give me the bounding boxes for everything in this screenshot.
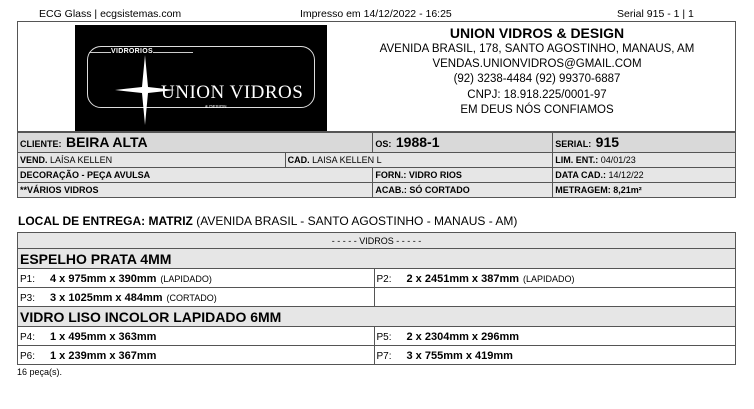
items-table — [17, 232, 736, 365]
client-cell: CLIENTE: BEIRA ALTA — [18, 133, 373, 153]
logo-sub-text: & DESIGN — [205, 104, 227, 109]
item-cell: P3: 3 x 1025mm x 484mm (CORTADO) — [18, 288, 375, 307]
order-row — [18, 153, 736, 168]
delivery-location: LOCAL DE ENTREGA: MATRIZ (AVENIDA BRASIL - SANTO AGOSTINHO - MANAUS - AM) — [18, 214, 518, 228]
serial-cell: SERIAL: 915 — [553, 133, 736, 153]
company-info — [338, 25, 736, 118]
data-cad-cell: DATA CAD.: 14/12/22 — [553, 168, 736, 183]
table-row — [18, 327, 736, 346]
item-cell: P1: 4 x 975mm x 390mm (LAPIDADO) — [18, 269, 375, 288]
item-cell: P2: 2 x 2451mm x 387mm (LAPIDADO) — [374, 269, 736, 288]
order-row — [18, 183, 736, 198]
vendor-name: LAÍSA KELLEN — [50, 155, 113, 165]
lim-date: 04/01/23 — [600, 155, 636, 165]
print-header — [0, 8, 754, 20]
company-header — [17, 21, 736, 132]
cad-name: LAISA KELLEN L — [312, 155, 382, 165]
section-row — [18, 307, 736, 327]
company-motto: EM DEUS NÓS CONFIAMOS — [460, 103, 614, 116]
item-cell: P6: 1 x 239mm x 367mm — [18, 346, 375, 365]
order-info-table — [17, 132, 736, 198]
section-row — [18, 249, 736, 269]
item-cell: P4: 1 x 495mm x 363mm — [18, 327, 375, 346]
table-row — [18, 288, 736, 307]
os-number: 1988-1 — [395, 133, 440, 150]
item-cell: P7: 3 x 755mm x 419mm — [374, 346, 736, 365]
company-email: VENDAS.UNIONVIDROS@GMAIL.COM — [432, 58, 642, 71]
empty-cell — [374, 288, 736, 307]
table-row — [18, 346, 736, 365]
logo-line — [153, 52, 193, 53]
company-phones: (92) 3238-4484 (92) 99370-6887 — [453, 73, 621, 86]
piece-count: 16 peça(s). — [17, 367, 63, 377]
vendor-cell: VEND. LAÍSA KELLEN — [18, 153, 286, 168]
order-row — [18, 168, 736, 183]
client-name: BEIRA ALTA — [65, 133, 148, 150]
data-cad-date: 14/12/22 — [608, 170, 644, 180]
section-title: VIDRO LISO INCOLOR LAPIDADO 6MM — [18, 307, 736, 327]
finish-cell: ACAB.: SÓ CORTADO — [373, 183, 553, 198]
os-cell: OS: 1988-1 — [373, 133, 553, 153]
table-row — [18, 269, 736, 288]
group-header: - - - - - VIDROS - - - - - — [18, 233, 736, 249]
company-address: AVENIDA BRASIL, 178, SANTO AGOSTINHO, MANAUS, AM — [379, 43, 695, 55]
section-title: ESPELHO PRATA 4MM — [18, 249, 736, 269]
supplier-cell: FORN.: VIDRO RIOS — [373, 168, 553, 183]
logo-small-text: VIDRORIOS — [111, 48, 153, 55]
decoration-cell: DECORAÇÃO - PEÇA AVULSA — [18, 168, 373, 183]
company-cnpj: CNPJ: 18.918.225/0001-97 — [467, 88, 607, 101]
serial-page: Serial 915 - 1 | 1 — [617, 8, 694, 20]
lim-cell: LIM. ENT.: 04/01/23 — [553, 153, 736, 168]
company-logo — [75, 25, 327, 131]
logo-big-text: UNION VIDROS — [161, 82, 304, 103]
various-cell: **VÁRIOS VIDROS — [18, 183, 373, 198]
print-date: Impresso em 14/12/2022 - 16:25 — [300, 8, 452, 20]
area-cell: METRAGEM: 8,21m² — [553, 183, 736, 198]
group-header-row — [18, 233, 736, 249]
company-name: UNION VIDROS & DESIGN — [449, 25, 625, 41]
order-row — [18, 133, 736, 153]
serial-number: 915 — [595, 133, 620, 150]
cad-cell: CAD. LAISA KELLEN L — [285, 153, 553, 168]
item-cell: P5: 2 x 2304mm x 296mm — [374, 327, 736, 346]
system-name: ECG Glass | ecgsistemas.com — [39, 8, 182, 20]
logo-line — [89, 52, 111, 53]
